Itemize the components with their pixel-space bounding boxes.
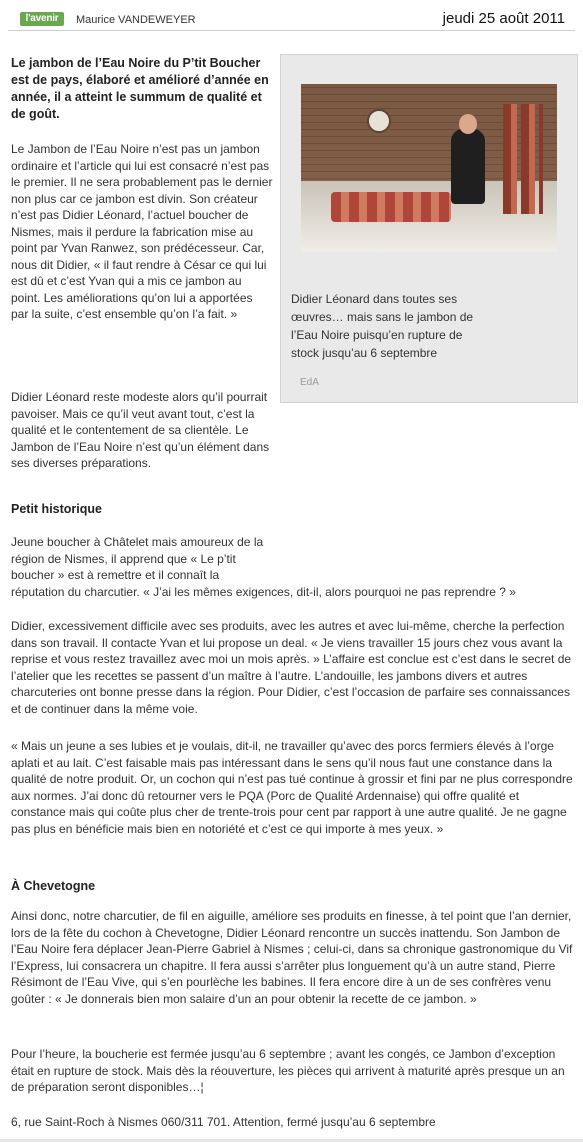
article-lead: Le jambon de l’Eau Noire du P’tit Boucher est de pays, élaboré et amélioré d’année en année, il a atteint le summum de qualité et de goût.	[11, 56, 269, 121]
paragraph-4: Didier, excessivement difficile avec ses produits, avec les autres et avec lui-même, cherche la perfection dans son travail. Il contacte Yvan et lui propose un deal. « Je viens travailler 15 jours chez vous avant la reprise et vous restez travaillez avec moi un mois après. » L’affaire est conclue est c’est dans le secret de l’atelier que les recettes se passent d’un maître à l’autre. L’andouille, les jambons divers et autres charcuteries ont bonne presse dans la région. Pour Didier, c’est l’occasion de parfaire ses connaissances et de continuer dans la même voie.	[11, 619, 572, 716]
paragraph-6: Ainsi donc, notre charcutier, de fil en aiguille, améliore ses produits en finesse, à tel point que l’an dernier, lors de la fête du cochon à Chevetogne, Didier Léonard rencontre un succès inattendu. Son Jambon de l’Eau Noire fera déplacer Jean-Pierre Gabriel à Nismes ; celui-ci, dans sa chronique gastronomique du Vif l’Express, lui consacrera un chapitre. Il fera aussi s’arrêter plus longuement qu’à un autre stand, Pierre Résimont de l’Eau Vive, qui s’en pourlèche les babines. Il fera encore dire à un de ses confrères venu goûter : « Je donnerais bien mon salaire d’un an pour obtenir la recette de ce jambon. »	[11, 909, 573, 1006]
photo-caption: Didier Léonard dans toutes ses œuvres… mais sans le jambon de l’Eau Noire puisqu’en rupture de stock jusqu’au 6 septembre	[291, 292, 474, 360]
article-header	[8, 8, 575, 31]
clock-icon	[367, 109, 391, 133]
paragraph-3	[11, 534, 576, 600]
section-heading-chevetogne: À Chevetogne	[11, 879, 96, 893]
photo-credit: EdA	[300, 377, 319, 388]
paragraph-2: Didier Léonard reste modeste alors qu’il pourrait pavoiser. Mais ce qu’il veut avant tout, c’est la qualité et le contentement de sa clientèle. Le Jambon de l’Eau Noire n’est qu’un élément dans ses diverses préparations.	[11, 390, 270, 470]
newspaper-logo: l'avenir	[20, 12, 64, 26]
paragraph-3-text: Jeune boucher à Châtelet mais amoureux de la région de Nismes, il apprend que « Le p’tit boucher » est à remettre et il connaît la réputation du charcutier. « J’ai les mêmes exigences, dit-il, alors pourquoi ne pas reprendre ? »	[11, 535, 516, 599]
butcher-photo	[301, 84, 557, 252]
paragraph-1: Le Jambon de l’Eau Noire n’est pas un jambon ordinaire et l’article qui lui est consacré n’est pas le premier. Il ne sera probablement pas le dernier non plus car ce jambon est divin. Son créateur n’est pas Didier Léonard, l’actuel boucher de Nismes, mais il perdure la fabrication mise au point par Yvan Ranwez, son prédécesseur. Car, nous dit Didier, « il faut rendre à César ce qui lui est dû et c’est Yvan qui a mis ce jambon au point. Les améliorations qu’on lui a apportées par la suite, c’est ensemble qu’on l’a fait. »	[11, 142, 273, 321]
paragraph-5: « Mais un jeune a ses lubies et je voulais, dit-il, ne travailler qu’avec des porcs fermiers élevés à l’orge aplati et au lait. C’est faisable mais pas intéressant dans le sens qu’il nous faut une constance dans la qualité de notre produit. Or, un cochon qui n’est pas tué continue à grossir et fini par ne plus correspondre aux normes. J’ai donc dû retourner vers le PQA (Porc de Qualité Ardennaise) qui offre qualité et constance mais qui coûte plus cher de trente-trois pour cent par rapport à une autre qualité. Je ne gagne pas plus en bénéficie mais bien en notoriété et c’est ce qui importe à mes yeux. »	[11, 739, 573, 836]
paragraph-7: Pour l’heure, la boucherie est fermée jusqu’au 6 septembre ; avant les congés, ce Jambon d’exception était en rupture de stock. Mais dès la réouverture, les pièces qui arrivent à maturité après presque un an de préparation seront disponibles…¦	[11, 1047, 565, 1094]
address-line: 6, rue Saint-Roch à Nismes 060/311 701. Attention, fermé jusqu’au 6 septembre	[11, 1115, 436, 1129]
photo-box	[280, 54, 578, 403]
author-name: Maurice VANDEWEYER	[76, 14, 196, 26]
publication-date: jeudi 25 août 2011	[442, 10, 565, 27]
section-heading-petit-historique: Petit historique	[11, 502, 102, 516]
